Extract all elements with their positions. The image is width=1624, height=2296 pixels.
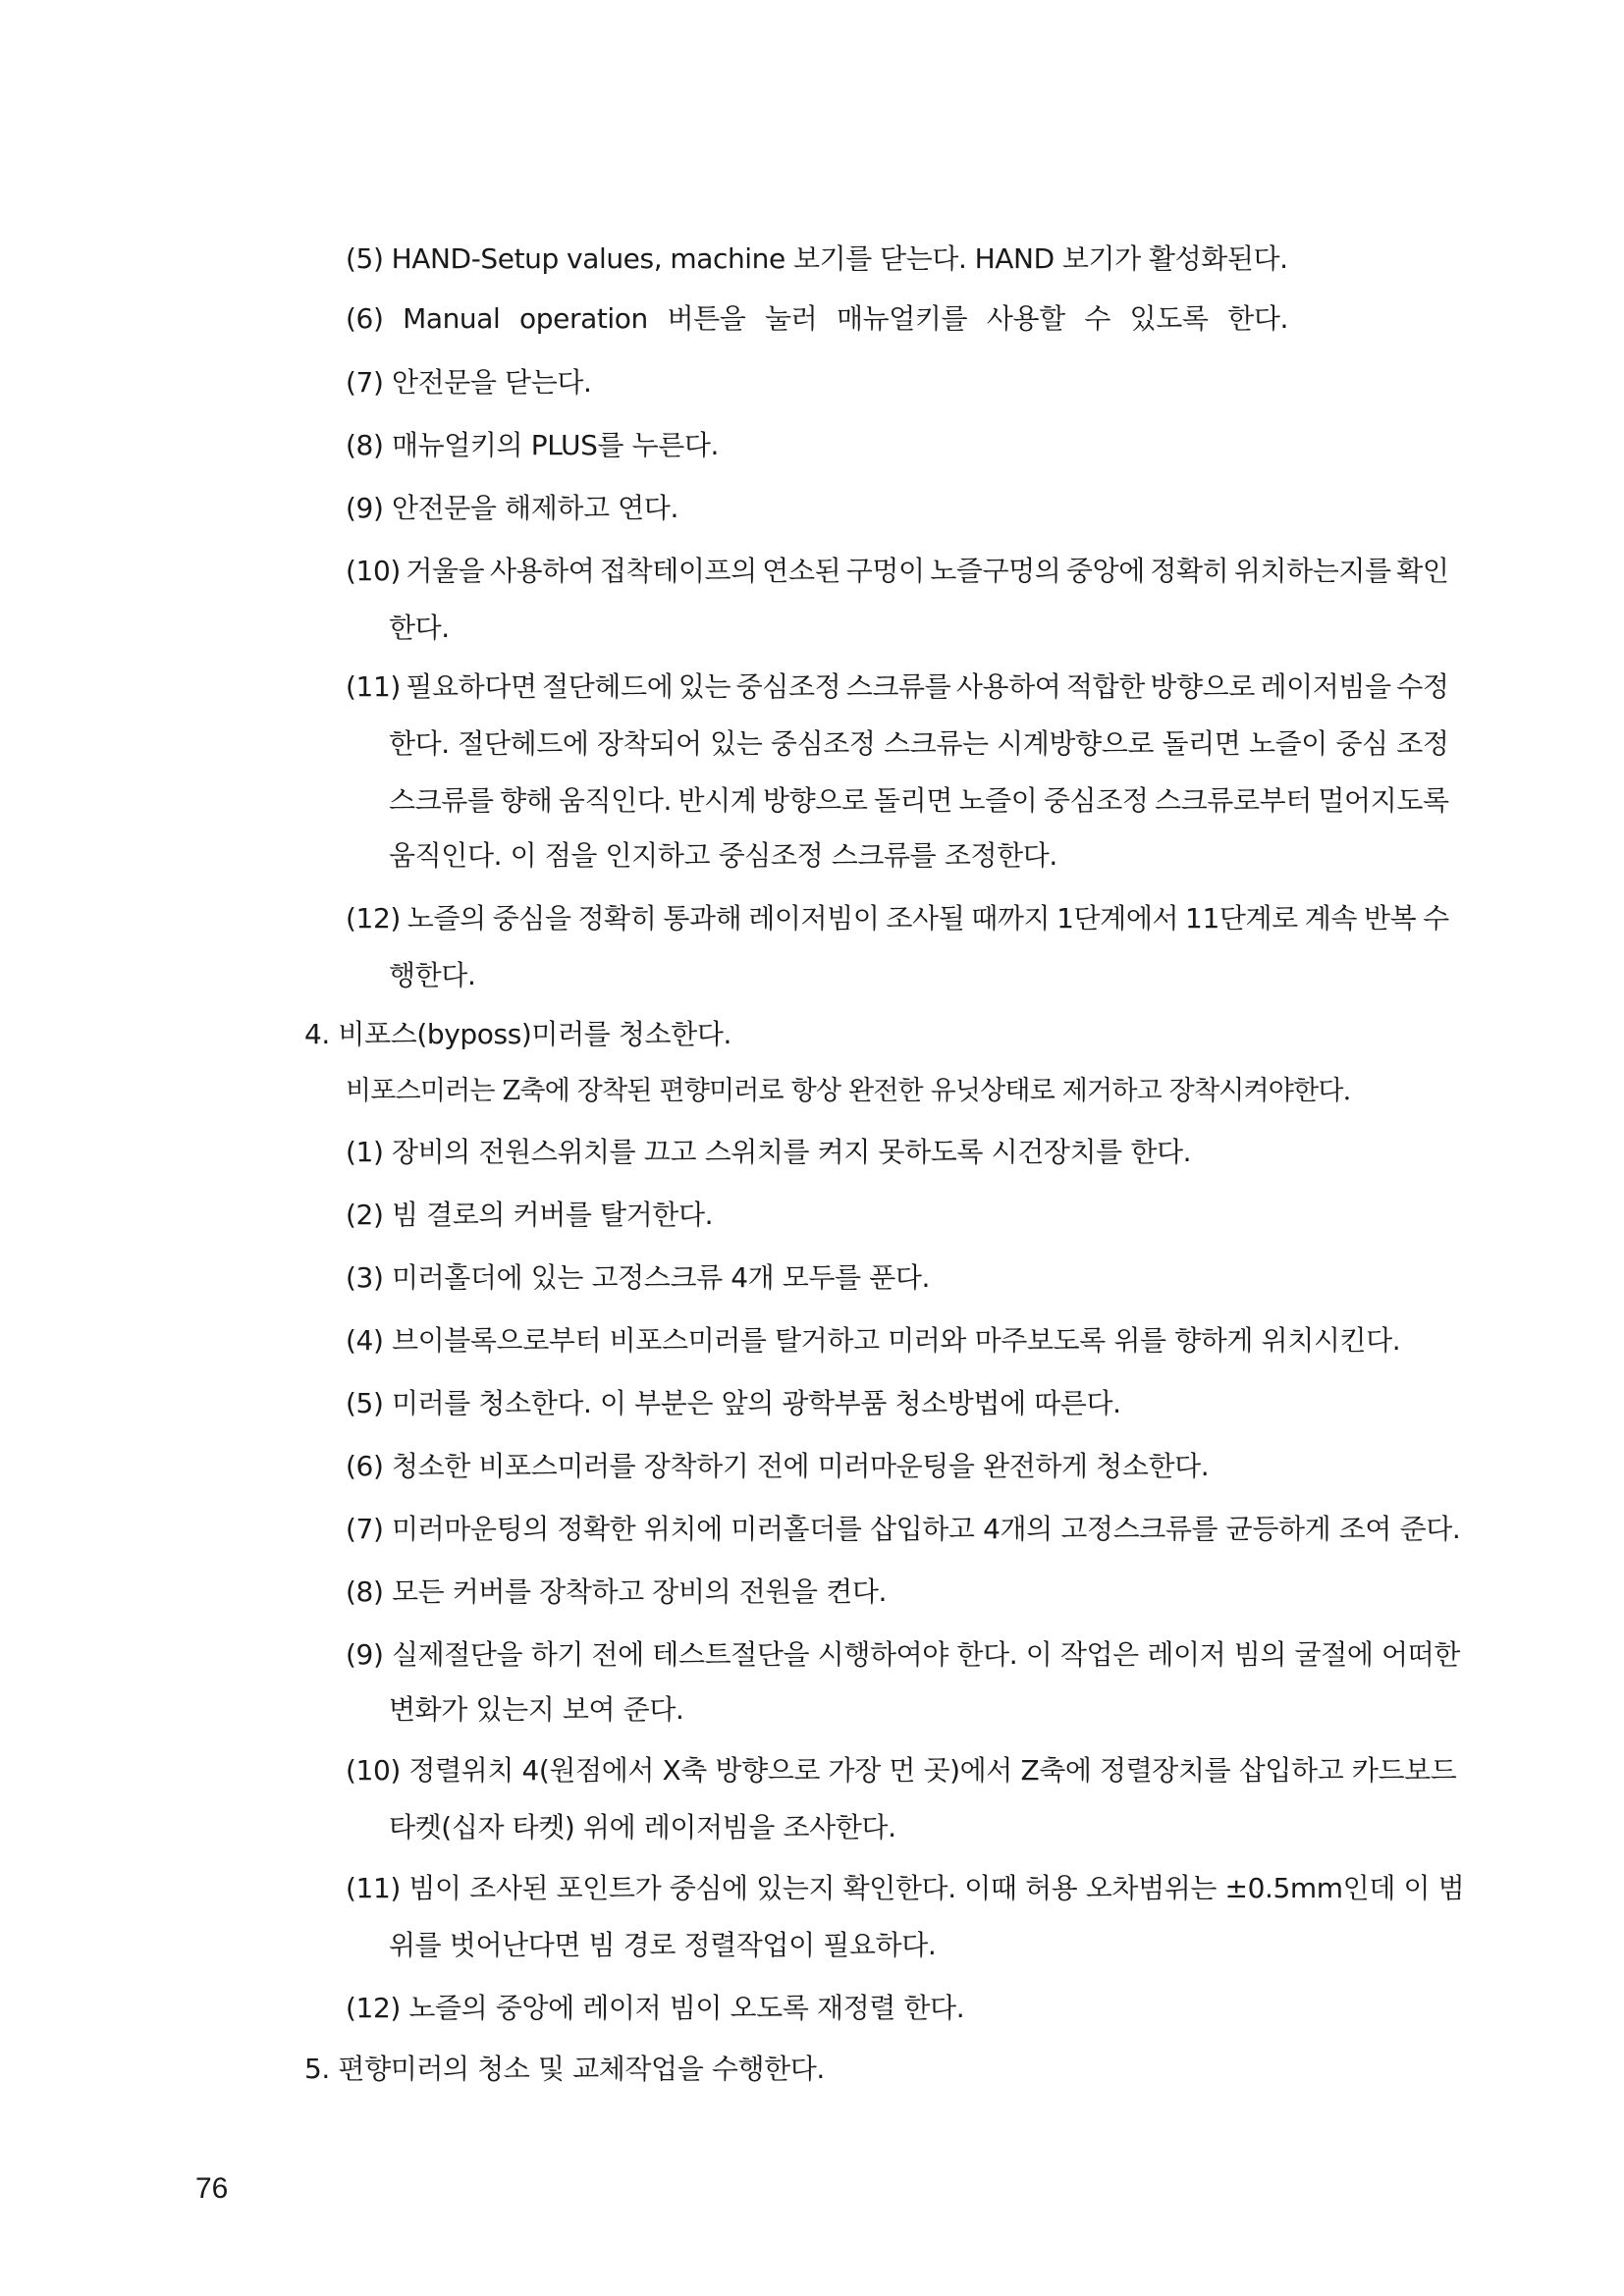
text-line: (3) 미러홀더에 있는 고정스크류 4개 모두를 푼다. (346, 1261, 931, 1294)
text-line: 비포스미러는 Z축에 장착된 편향미러로 항상 완전한 유닛상태로 제거하고 장착시켜야한다. (346, 1076, 1351, 1106)
text-line: (11) 빔이 조사된 포인트가 중심에 있는지 확인한다. 이때 허용 오차범위는 ±0.5mm인데 이 범 (346, 1872, 1465, 1904)
text-line: 변화가 있는지 보여 준다. (389, 1693, 684, 1726)
section-heading: 5. 편향미러의 청소 및 교체작업을 수행한다. (304, 2053, 825, 2085)
text-line: (5) 미러를 청소한다. 이 부분은 앞의 광학부품 청소방법에 따른다. (346, 1387, 1121, 1419)
text-line: (11) 필요하다면 절단헤드에 있는 중심조정 스크류를 사용하여 적합한 방향으로 레이저빔을 수정 (346, 670, 1449, 703)
text-line: (9) 실제절단을 하기 전에 테스트절단을 시행하여야 한다. 이 작업은 레이저 빔의 굴절에 어떠한 (346, 1638, 1460, 1671)
text-line: (6) Manual operation 버튼을 눌러 매뉴얼키를 사용할 수 있도록 한다. (346, 302, 1288, 335)
text-line: (9) 안전문을 해제하고 연다. (346, 492, 678, 524)
text-line: (7) 미러마운팅의 정확한 위치에 미러홀더를 삽입하고 4개의 고정스크류를 균등하게 조여 준다. (346, 1513, 1461, 1545)
text-line: 움직인다. 이 점을 인지하고 중심조정 스크류를 조정한다. (389, 839, 1057, 872)
text-line: (8) 모든 커버를 장착하고 장비의 전원을 켠다. (346, 1575, 887, 1608)
text-line: (10) 정렬위치 4(원점에서 X축 방향으로 가장 먼 곳)에서 Z축에 정렬장치를 삽입하고 카드보드 (346, 1754, 1457, 1787)
text-line: 위를 벗어난다면 빔 경로 정렬작업이 필요하다. (389, 1929, 937, 1961)
text-line: (2) 빔 결로의 커버를 탈거한다. (346, 1199, 714, 1231)
page-number: 76 (195, 2172, 229, 2205)
text-line: 스크류를 향해 움직인다. 반시계 방향으로 돌리면 노즐이 중심조정 스크류로부터 멀어지도록 (389, 784, 1449, 817)
text-line: 행한다. (389, 959, 476, 991)
text-line: (10) 거울을 사용하여 접착테이프의 연소된 구멍이 노즐구멍의 중앙에 정확히 위치하는지를 확인 (346, 555, 1449, 587)
text-line: (5) HAND-Setup values, machine 보기를 닫는다. HAND 보기가 활성화된다. (346, 242, 1288, 275)
text-line: (8) 매뉴얼키의 PLUS를 누른다. (346, 429, 720, 461)
section-heading: 4. 비포스(byposs)미러를 청소한다. (304, 1018, 731, 1050)
text-line: 한다. (389, 612, 450, 644)
text-line: (4) 브이블록으로부터 비포스미러를 탈거하고 미러와 마주보도록 위를 향하게 위치시킨다. (346, 1324, 1401, 1357)
text-line: 한다. 절단헤드에 장착되어 있는 중심조정 스크류는 시계방향으로 돌리면 노즐이 중심 조정 (389, 727, 1449, 760)
text-line: (6) 청소한 비포스미러를 장착하기 전에 미러마운팅을 완전하게 청소한다. (346, 1450, 1210, 1482)
text-line: (1) 장비의 전원스위치를 끄고 스위치를 켜지 못하도록 시건장치를 한다. (346, 1136, 1192, 1168)
text-line: 타켓(십자 타켓) 위에 레이저빔을 조사한다. (389, 1811, 896, 1843)
text-line: (7) 안전문을 닫는다. (346, 366, 592, 399)
text-line: (12) 노즐의 중심을 정확히 통과해 레이저빔이 조사될 때까지 1단계에서 11단계로 계속 반복 수 (346, 902, 1449, 934)
text-line: (12) 노즐의 중앙에 레이저 빔이 오도록 재정렬 한다. (346, 1992, 965, 2024)
